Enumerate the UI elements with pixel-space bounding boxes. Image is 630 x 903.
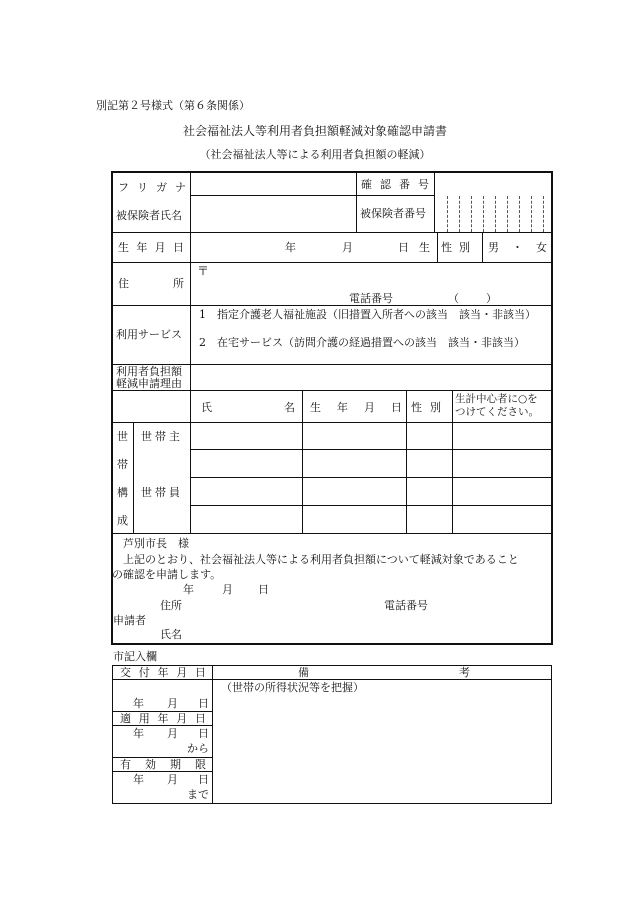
valid-until: まで: [187, 788, 209, 801]
service-option-1[interactable]: 1 指定介護老人福祉施設（旧措置入所者への該当 該当・非該当）: [199, 308, 536, 321]
household-col-center-line2: つけてください。: [455, 406, 539, 418]
phone-paren-open: （: [448, 292, 459, 305]
remarks-field[interactable]: [213, 696, 551, 803]
remarks-header-b: 考: [459, 666, 470, 679]
household-col-center-line1: 生計中心者に○を: [455, 393, 538, 405]
valid-month-unit: 月: [167, 773, 178, 786]
valid-year-unit: 年: [133, 773, 144, 786]
valid-day-unit: 日: [198, 773, 209, 786]
service-option-2[interactable]: 2 在宅サービス（訪問介護の経過措置への該当 該当・非該当）: [199, 336, 525, 349]
household-side-4: 成: [117, 514, 128, 527]
insured-number-field[interactable]: [435, 196, 551, 232]
applicant-phone-label: 電話番号: [384, 599, 428, 612]
reason-label-line2: 軽減申請理由: [116, 377, 182, 390]
birth-date-label: 生 年 月 日: [118, 241, 184, 254]
applicant-label: 申請者: [113, 614, 146, 627]
applicant-name-field[interactable]: [190, 626, 380, 642]
insured-number-label: 被保険者番号: [360, 207, 426, 220]
birth-year-unit: 年: [285, 241, 296, 254]
household-col-name-a: 氏: [201, 401, 212, 414]
household-row-head[interactable]: [191, 423, 551, 449]
service-label: 利用サービス: [116, 328, 182, 341]
applicant-phone-field[interactable]: [436, 598, 546, 614]
phone-label: 電話番号: [349, 292, 393, 305]
household-row-member-2[interactable]: [191, 478, 551, 505]
remarks-note: （世帯の所得状況等を把握）: [221, 681, 364, 694]
reason-label-line1: 利用者負担額: [116, 365, 182, 378]
sex-separator: ・: [512, 241, 523, 254]
furigana-field[interactable]: [191, 172, 355, 195]
address-field[interactable]: [210, 263, 550, 288]
confirm-number-label: 確 認 番 号: [361, 178, 429, 191]
addressee: 芦別市長 様: [123, 537, 189, 550]
applicant-name-label: 氏名: [160, 628, 182, 641]
office-section-label: 市記入欄: [113, 650, 157, 663]
phone-field[interactable]: [462, 290, 484, 304]
apply-from: から: [187, 742, 209, 755]
household-col-name-b: 名: [284, 401, 295, 414]
household-side-2: 帯: [117, 458, 128, 471]
household-col-sex: 性別: [411, 401, 449, 414]
sex-label: 性別: [441, 241, 477, 254]
apply-date-label: 適 用 年 月 日: [120, 712, 206, 725]
household-member-label: 世帯員: [141, 486, 183, 499]
form-number: 別記第２号様式（第６条関係）: [96, 99, 250, 112]
document-title: 社会福祉法人等利用者負担額軽減対象確認申請書: [182, 124, 447, 138]
declaration-month-unit: 月: [222, 583, 233, 596]
address-label: 住 所: [118, 277, 184, 290]
birth-date-field[interactable]: [191, 233, 436, 262]
applicant-address-label: 住所: [160, 599, 182, 612]
applicant-address-field[interactable]: [190, 598, 380, 614]
declaration-body-line1: 上記のとおり、社会福祉法人等による利用者負担額について軽減対象であること: [123, 553, 519, 566]
birth-day-unit: 日生: [398, 241, 440, 254]
insured-name-label: 被保険者氏名: [116, 209, 182, 222]
apply-year-unit: 年: [133, 727, 144, 740]
declaration-year-unit: 年: [183, 583, 194, 596]
furigana-label: フ リ ガ ナ: [118, 181, 186, 194]
issue-month-unit: 月: [167, 697, 178, 710]
document-subtitle: （社会福祉法人等による利用者負担額の軽減）: [199, 148, 431, 161]
apply-day-unit: 日: [198, 727, 209, 740]
declaration-day-unit: 日: [258, 583, 269, 596]
household-col-birth: 生 年 月 日: [310, 401, 402, 414]
household-side-1: 世: [117, 430, 128, 443]
household-row-member-3[interactable]: [191, 506, 551, 533]
household-side-3: 構: [117, 486, 128, 499]
confirm-number-field[interactable]: [435, 172, 551, 195]
remarks-header-a: 備: [298, 666, 309, 679]
birth-month-unit: 月: [342, 241, 353, 254]
sex-female-option[interactable]: 女: [536, 241, 547, 254]
apply-month-unit: 月: [167, 727, 178, 740]
household-row-member-1[interactable]: [191, 450, 551, 477]
insured-name-field[interactable]: [191, 196, 355, 232]
postal-mark: 〒: [197, 264, 210, 278]
declaration-date-field[interactable]: [140, 581, 280, 597]
sex-male-option[interactable]: 男: [488, 241, 499, 254]
declaration-body-line2: の確認を申請します。: [112, 568, 222, 581]
issue-date-label: 交 付 年 月 日: [120, 666, 206, 679]
issue-day-unit: 日: [198, 697, 209, 710]
phone-paren-close: ）: [486, 292, 497, 305]
issue-year-unit: 年: [133, 697, 144, 710]
reason-field[interactable]: [191, 365, 551, 390]
valid-until-label: 有 効 期 限: [120, 758, 206, 771]
household-head-label: 世帯主: [141, 430, 183, 443]
